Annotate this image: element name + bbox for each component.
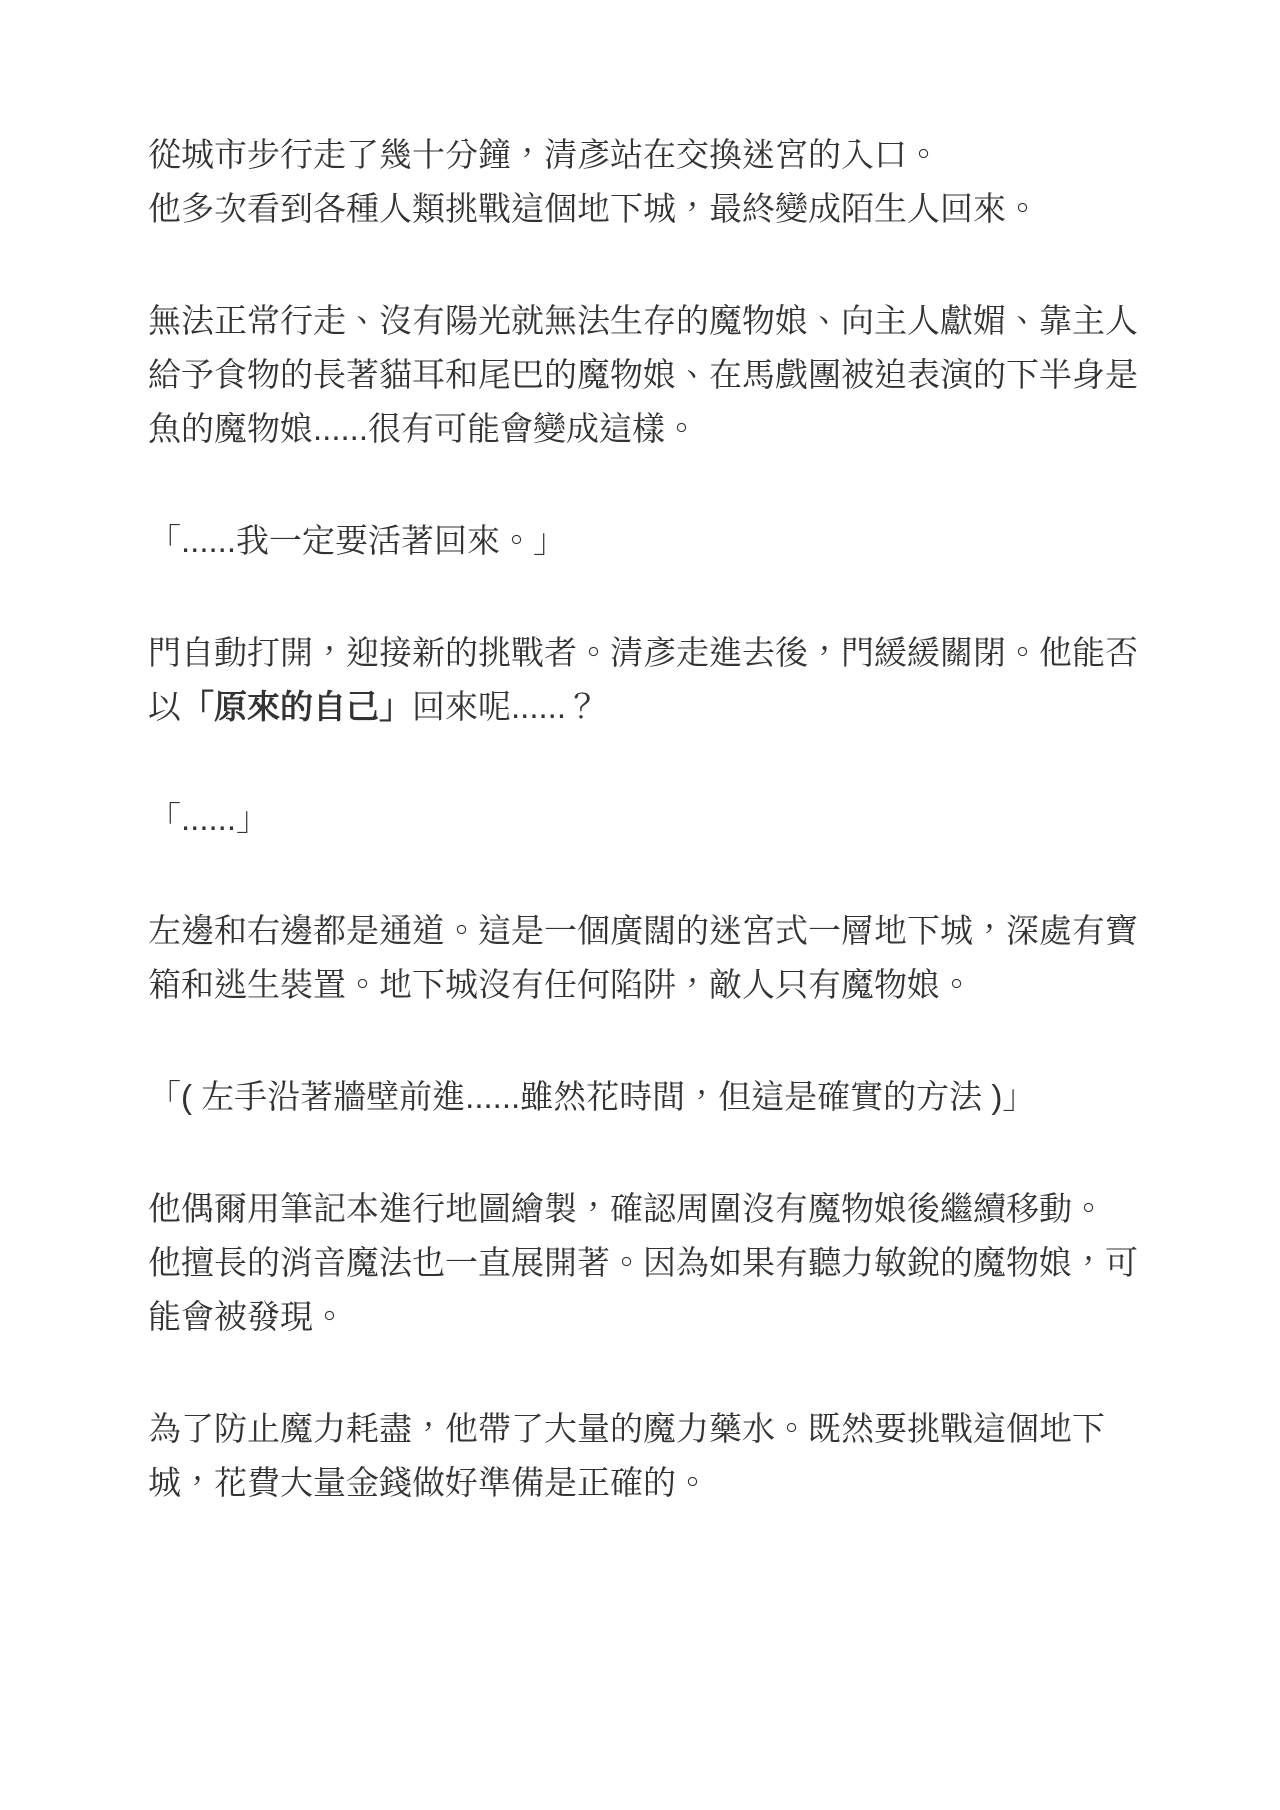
paragraph-entrance xyxy=(148,128,1160,236)
paragraph-mapping xyxy=(148,1182,1160,1344)
dialogue-resolve xyxy=(148,514,1160,568)
text-line: 門自動打開，迎接新的挑戰者。清彥走進去後，門緩緩關閉。他能否 xyxy=(148,634,1138,671)
dialogue-line: 「( 左手沿著牆壁前進......雖然花時間，但這是確實的方法 )」 xyxy=(148,1078,1036,1115)
text-line: 從城市步行走了幾十分鐘，清彥站在交換迷宮的入口。 xyxy=(148,136,940,173)
text-line: 他偶爾用筆記本進行地圖繪製，確認周圍沒有魔物娘後繼續移動。 xyxy=(148,1190,1105,1227)
paragraph-monster-girls xyxy=(148,294,1160,456)
text-line: 城，花費大量金錢做好準備是正確的。 xyxy=(148,1464,709,1501)
text-segment: 以 xyxy=(148,688,181,725)
dialogue-silence xyxy=(148,792,1160,846)
text-line: 給予食物的長著貓耳和尾巴的魔物娘、在馬戲團被迫表演的下半身是 xyxy=(148,356,1138,393)
text-line: 他多次看到各種人類挑戰這個地下城，最終變成陌生人回來。 xyxy=(148,190,1039,227)
text-line: 能會被發現。 xyxy=(148,1298,346,1335)
text-line: 左邊和右邊都是通道。這是一個廣闊的迷宮式一層地下城，深處有寶 xyxy=(148,912,1138,949)
text-line: 無法正常行走、沒有陽光就無法生存的魔物娘、向主人獻媚、靠主人 xyxy=(148,302,1138,339)
text-line: 為了防止魔力耗盡，他帶了大量的魔力藥水。既然要挑戰這個地下 xyxy=(148,1410,1105,1447)
text-line: 他擅長的消音魔法也一直展開著。因為如果有聽力敏銳的魔物娘，可 xyxy=(148,1244,1138,1281)
dialogue-line: 「......」 xyxy=(148,800,270,837)
text-segment: 回來呢......？ xyxy=(412,688,600,725)
text-line: 箱和逃生裝置。地下城沒有任何陷阱，敵人只有魔物娘。 xyxy=(148,966,973,1003)
paragraph-maze-layout xyxy=(148,904,1160,1012)
emphasized-text: 「原來的自己」 xyxy=(181,688,412,725)
paragraph-door xyxy=(148,626,1160,734)
paragraph-potions xyxy=(148,1402,1160,1510)
text-line-with-emphasis xyxy=(148,680,1160,734)
text-line: 魚的魔物娘......很有可能會變成這樣。 xyxy=(148,410,699,447)
dialogue-left-hand-rule xyxy=(148,1070,1160,1124)
dialogue-line: 「......我一定要活著回來。」 xyxy=(148,522,567,559)
